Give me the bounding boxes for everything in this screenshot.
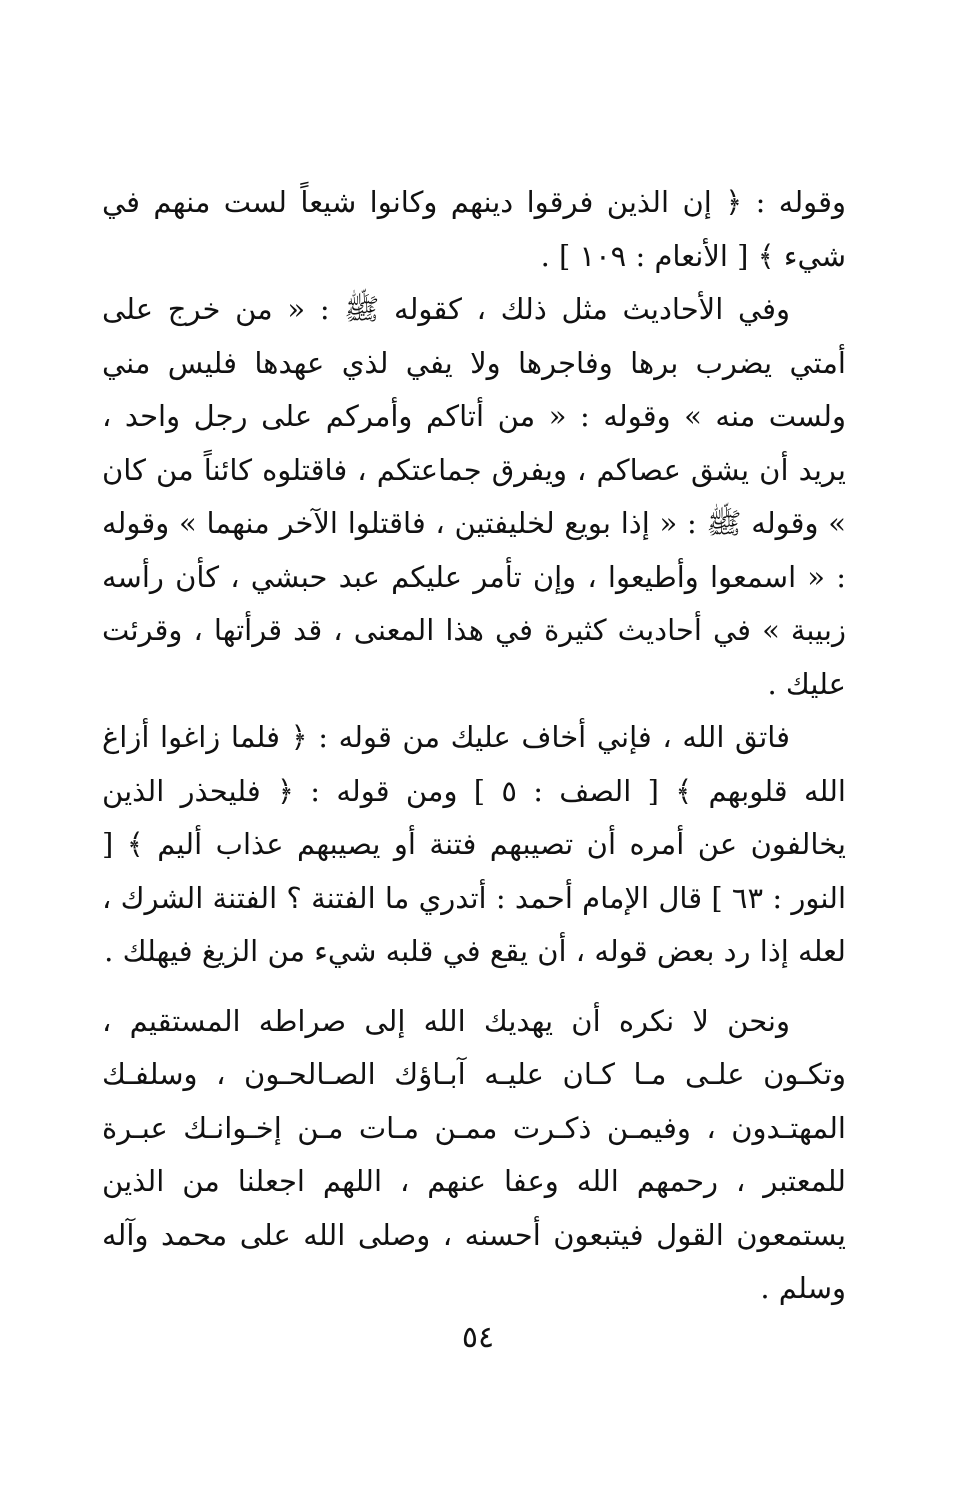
body-text xyxy=(102,176,846,1316)
paragraph-closing: ونحن لا نكره أن يهديك الله إلى صراطه المستقيم ، وتكـون علـى مـا كـان عليـه آبـاؤك الصـالحـون ، وسلفـك المهتـدون ، وفيمـن ذكـرت ممـن مـات مـن إخـوانـك عبـرة للمعتبر ، رحمهم الله وعفا عنهم ، اللهم اجعلنا من الذين يستمعون القول فيتبعون أحسنه ، وصلى الله على محمد وآله وسلم . xyxy=(102,1003,846,1305)
paragraph-hadith: وفي الأحاديث مثل ذلك ، كقوله ﷺ : « من خرج على أمتي يضرب برها وفاجرها ولا يفي لذي عهدها فليس مني ولست منه » وقوله : « من أتاكم وأمركم على رجل واحد ، يريد أن يشق عصاكم ، ويفرق جماعتكم ، فاقتلوه كائناً من كان » وقوله ﷺ : « إذا بويع لخليفتين ، فاقتلوا الآخر منهما » وقوله : « اسمعوا وأطيعوا ، وإن تأمر عليكم عبد حبشي ، كأن رأسه زبيبة » في أحاديث كثيرة في هذا المعنى ، قد قرأتها ، وقرئت عليك . xyxy=(102,292,846,701)
paragraph-warning: فاتق الله ، فإني أخاف عليك من قوله : ﴿ فلما زاغوا أزاغ الله قلوبهم ﴾ [ الصف : ٥ ] ومن قوله : ﴿ فليحذر الذين يخالفون عن أمره أن تصيبهم فتنة أو يصيبهم عذاب أليم ﴾ [ النور : ٦٣ ] قال الإمام أحمد : أتدري ما الفتنة ؟ الفتنة الشرك ، لعله إذا رد بعض قوله ، أن يقع في قلبه شيء من الزيغ فيهلك . xyxy=(102,720,846,968)
page-number: ٥٤ xyxy=(461,1320,495,1355)
paragraph-quran-quote: وقوله : ﴿ إن الذين فرقوا دينهم وكانوا شيعاً لست منهم في شيء ﴾ [ الأنعام : ١٠٩ ] . xyxy=(102,185,846,273)
